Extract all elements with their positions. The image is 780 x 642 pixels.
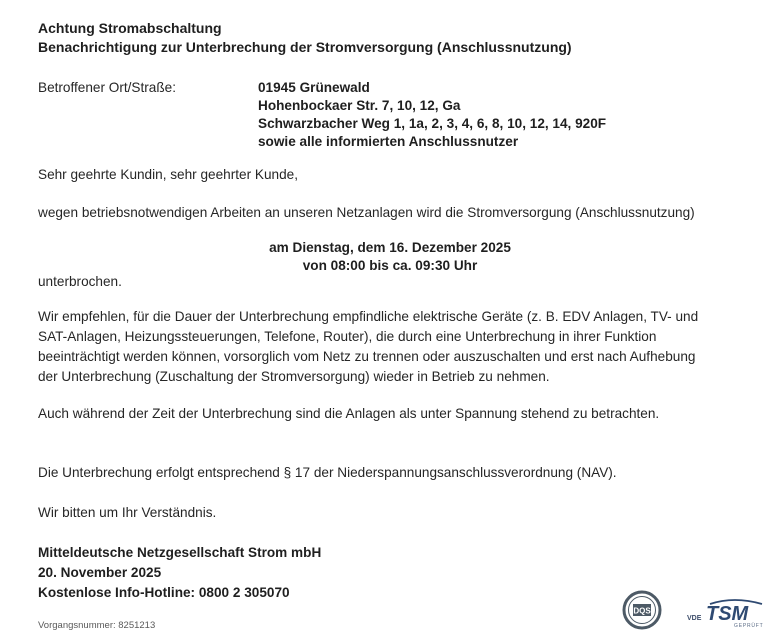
info-hotline: Kostenlose Info-Hotline: 0800 2 305070 (38, 585, 290, 600)
intro-text: wegen betriebsnotwendigen Arbeiten an unseren Netzanlagen wird die Stromversorgung (Anschlussnutzung) (38, 205, 695, 220)
recommendation-line: SAT-Anlagen, Heizungssteuerungen, Telefone, Router), die durch eine Unterbrechung in ihrer Funktion (38, 329, 657, 344)
thanks-text: Wir bitten um Ihr Verständnis. (38, 505, 217, 520)
recommendation-line: der Unterbrechung (Zuschaltung der Stromversorgung) wieder in Betrieb zu nehmen. (38, 369, 550, 384)
company-name: Mitteldeutsche Netzgesellschaft Strom mbH (38, 545, 322, 560)
dqs-certification-logo (622, 590, 662, 630)
vde-tsm-logo (686, 598, 768, 628)
tsm-logo-subtext: GEPRÜFT (734, 623, 764, 628)
location-label: Betroffener Ort/Straße: (38, 80, 177, 95)
location-line: 01945 Grünewald (258, 80, 370, 95)
location-line: Schwarzbacher Weg 1, 1a, 2, 3, 4, 6, 8, 10, 12, 14, 920F (258, 116, 607, 131)
tsm-logo-text: TSM (706, 603, 749, 625)
location-line: Hohenbockaer Str. 7, 10, 12, Ga (258, 98, 461, 113)
recommendation-line: beeinträchtigt werden können, vorsorglich vom Netz zu trennen oder auszuschalten und erst nach Aufhebung (38, 349, 696, 364)
legal-note: Die Unterbrechung erfolgt entsprechend § 17 der Niederspannungsanschlussverordnung (NAV). (38, 465, 617, 480)
outage-date: am Dienstag, dem 16. Dezember 2025 (269, 240, 511, 255)
interrupted-text: unterbrochen. (38, 274, 122, 289)
notice-title: Achtung Stromabschaltung (38, 20, 222, 36)
reference-number: Vorgangsnummer: 8251213 (38, 620, 156, 631)
outage-time: von 08:00 bis ca. 09:30 Uhr (302, 258, 478, 273)
voltage-note: Auch während der Zeit der Unterbrechung sind die Anlagen als unter Spannung stehend zu betrachten. (38, 406, 660, 421)
location-line: sowie alle informierten Anschlussnutzer (258, 134, 519, 149)
greeting: Sehr geehrte Kundin, sehr geehrter Kunde, (38, 167, 298, 182)
notice-subtitle: Benachrichtigung zur Unterbrechung der Stromversorgung (Anschlussnutzung) (38, 39, 572, 55)
signature-date: 20. November 2025 (38, 565, 162, 580)
recommendation-line: Wir empfehlen, für die Dauer der Unterbrechung empfindliche elektrische Geräte (z. B. EDV Anlagen, TV- und (38, 309, 699, 324)
vde-logo-text: VDE (687, 615, 702, 622)
dqs-logo-text: DQS (633, 606, 651, 616)
